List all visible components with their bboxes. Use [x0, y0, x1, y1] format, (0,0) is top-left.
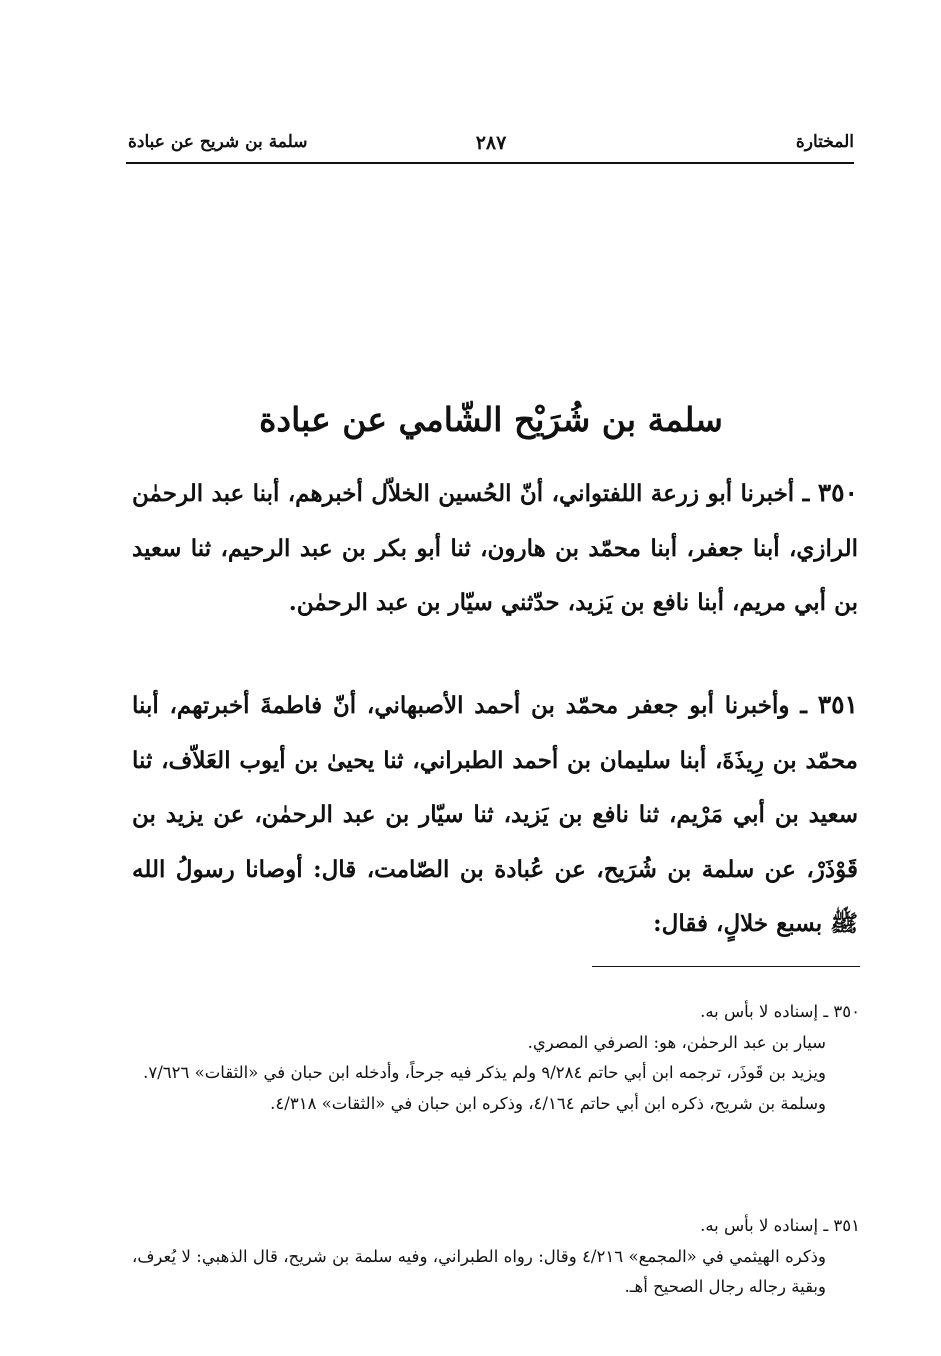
hadith-351 — [132, 678, 858, 952]
footnote-351 — [132, 1211, 860, 1303]
footnote-number: ٣٥٠ — [833, 1002, 860, 1021]
hadith-text: ـ أخبرنا أبو زرعة اللفتواني، أنّ الحُسين الخلاّل أخبرهم، أبنا عبد الرحمٰن الرازي، أبنا جعفر، أبنا محمّد بن هارون، ثنا أبو بكر بن عبد الرحيم، ثنا سعيد بن أبي مريم، أبنا نافع بن يَزيد، حدّثني سيّار بن عبد الرحمٰن. — [132, 480, 858, 616]
header-rule — [126, 162, 854, 164]
footnote-head — [132, 1211, 860, 1242]
hadith-350 — [132, 466, 858, 631]
footnote-head — [132, 997, 860, 1028]
footnote-verdict: ـ إسناده لا بأس به. — [700, 1002, 829, 1021]
section-title: سلمة بن شريح عن عبادة — [128, 132, 308, 152]
footnote-number: ٣٥١ — [833, 1216, 860, 1235]
hadith-number: ٣٥١ — [817, 690, 858, 719]
footnote-separator — [592, 966, 860, 967]
running-header — [128, 126, 854, 160]
footnote-350 — [132, 997, 860, 1119]
book-title: المختارة — [795, 132, 854, 152]
footnote-verdict: ـ إسناده لا بأس به. — [700, 1216, 829, 1235]
footnote-line: سيار بن عبد الرحمٰن، هو: الصرفي المصري. — [527, 1032, 826, 1052]
footnote-line: ويزيد بن قَوذَر، ترجمه ابن أبي حاتم ٩/٢٨٤ ولم يذكر فيه جرحاً، وأدخله ابن حبان في «الثقات» ٧/٦٢٦. — [143, 1063, 826, 1082]
footnote-line: وذكره الهيثمي في «المجمع» ٤/٢١٦ وقال: رواه الطبراني، وفيه سلمة بن شريح، قال الذهبي: لا يُعرف، وبقية رجاله رجال الصحيح أهـ. — [132, 1246, 826, 1296]
hadith-text: ـ وأخبرنا أبو جعفر محمّد بن أحمد الأصبهاني، أنّ فاطمةَ أخبرتهم، أبنا محمّد بن رِيذَةَ، أبنا سليمان بن أحمد الطبراني، ثنا يحيىٰ بن أيوب العَلاّف، ثنا سعيد بن أبي مَرْيم، ثنا نافع بن يَزيد، ثنا سيّار بن عبد الرحمٰن، عن يزيد بن قَوْذَرْ، عن سلمة بن شُرَيح، عن عُبادة بن الصّامت، قال: أوصانا رسولُ الله ﷺ بسبع خلالٍ، فقال: — [132, 692, 858, 937]
footnote-line: وسلمة بن شريح، ذكره ابن أبي حاتم ٤/١٦٤، وذكره ابن حبان في «الثقات» ٤/٣١٨. — [270, 1093, 826, 1113]
hadith-number: ٣٥٠ — [817, 478, 858, 507]
page-number: ٢٨٧ — [475, 132, 507, 154]
chapter-title: سلمة بن شُرَيْح الشّامي عن عبادة — [259, 400, 723, 439]
